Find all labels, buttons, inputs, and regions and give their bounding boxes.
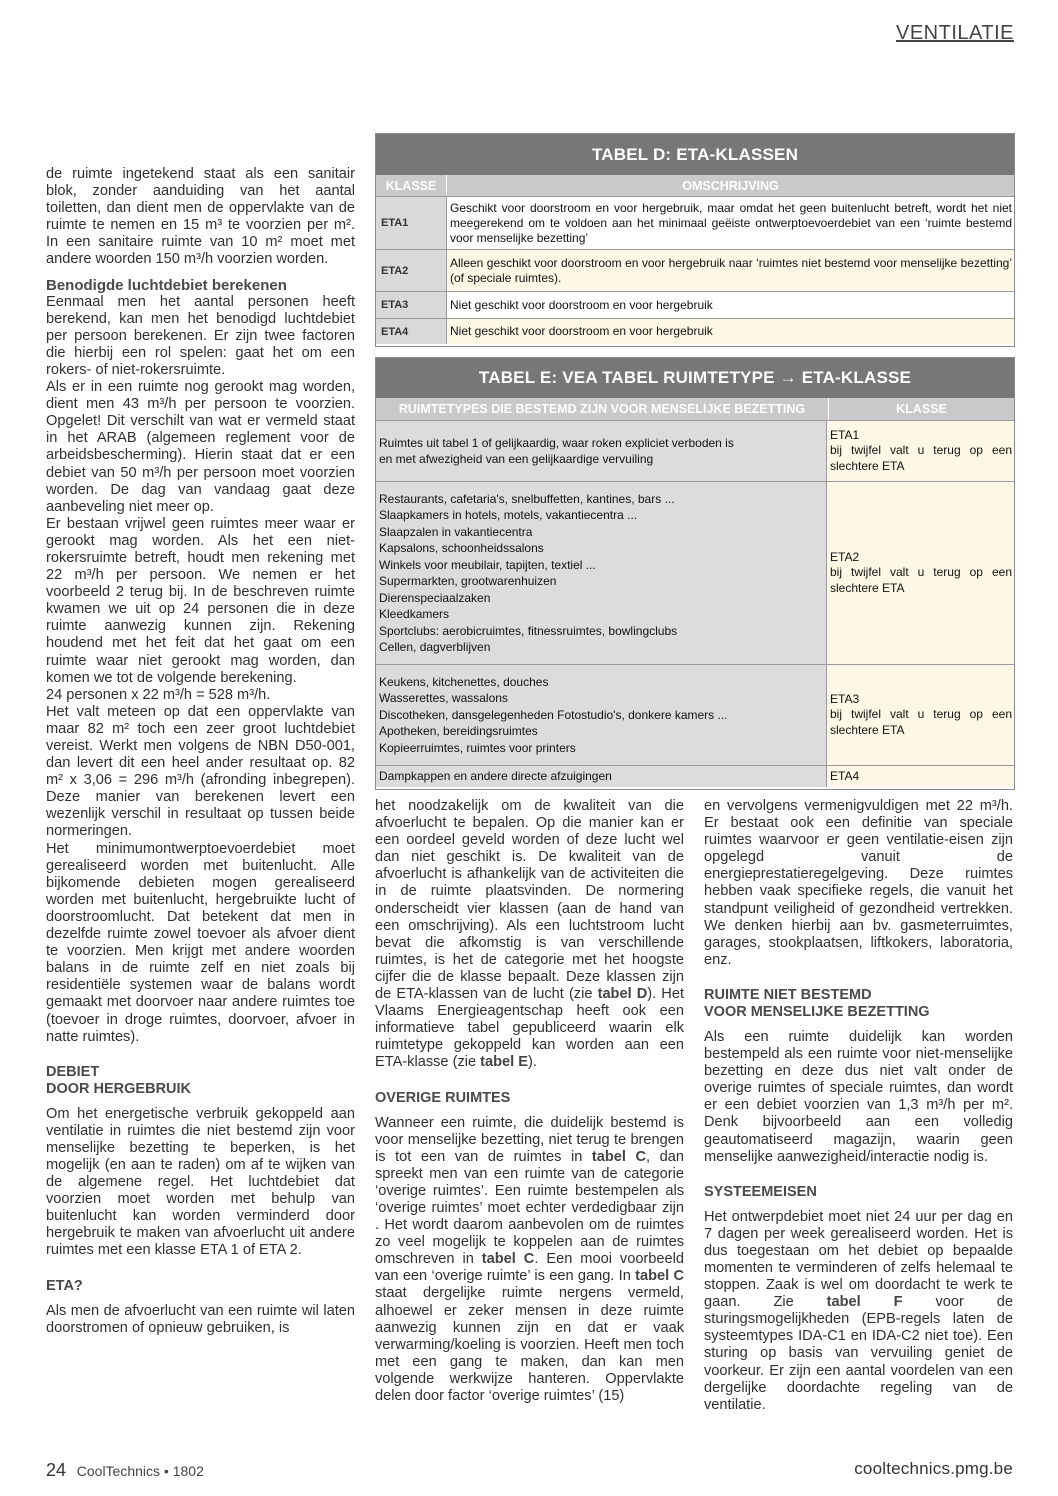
- list-item: Sportclubs: aerobicruimtes, fitnessruimtes, bowlingclubs: [379, 623, 678, 638]
- subheading-overige-ruimtes: OVERIGE RUIMTES: [375, 1089, 511, 1106]
- table-d-title: TABEL D: ETA-KLASSEN: [376, 134, 1014, 175]
- table-e-klasse: [826, 766, 1014, 787]
- list-item: Discotheken, dansgelegenheden Fotostudio's, donkere kamers ...: [379, 707, 728, 722]
- paragraph: de ruimte ingetekend staat als een sanitair blok, zonder aanduiding van het aantal toiletten, dan dient men de oppervlakte van de ruimte te nemen en 15 m³ te voorzien per m². In een sanitaire ruimte van 10 m² moet met andere woorden 150 m³/h voorzien worden.: [46, 166, 355, 268]
- table-e-header: [376, 398, 1014, 420]
- table-e-ruimtetypes: [376, 421, 826, 481]
- footer-page-info: [46, 1460, 204, 1481]
- table-row: [376, 765, 1014, 787]
- table-e-vea-ruimtetype: [375, 357, 1015, 790]
- table-d-klasse: ETA4: [376, 319, 446, 344]
- list-item: Slaapzalen in vakantiecentra: [379, 524, 533, 539]
- table-e-ruimtetypes: [376, 766, 826, 787]
- list-item: Winkels voor meubilair, tapijten, textiel ...: [379, 557, 596, 572]
- table-d-omschrijving: Niet geschikt voor doorstroom en voor hergebruik: [446, 319, 1014, 344]
- table-e-ruimtetypes: [376, 665, 826, 765]
- klasse-value: ETA4: [830, 768, 860, 783]
- footer-url[interactable]: cooltechnics.pmg.be: [854, 1459, 1013, 1478]
- list-item: Apotheken, bereidingsruimtes: [379, 724, 538, 739]
- table-d-omschrijving: Niet geschikt voor doorstroom en voor hergebruik: [446, 292, 1014, 318]
- article-column-2: [375, 798, 684, 1405]
- list-item: Restaurants, cafetaria's, snelbuffetten, kantines, bars ...: [379, 491, 675, 506]
- list-item: Supermarkten, grootwarenhuizen: [379, 574, 557, 588]
- klasse-value: ETA1: [830, 427, 860, 442]
- subheading-systeemeisen: SYSTEEMEISEN: [704, 1183, 817, 1200]
- table-d-omschrijving: Geschikt voor doorstroom en voor hergebruik, maar omdat het geen buitenlucht betreft, wordt het niet meegerekend om te voldoen aan het minimaal geëiste ontwerptoevoerdebiet van een ‘ruimte bestemd voor menselijke bezetting’: [446, 197, 1014, 249]
- table-d-klasse: ETA3: [376, 292, 446, 318]
- table-d-header: [376, 175, 1014, 196]
- list-item: Kopieerruimtes, ruimtes voor printers: [379, 740, 576, 755]
- list-item: Wasserettes, wassalons: [379, 691, 508, 706]
- article-column-3: [704, 798, 1013, 1414]
- magazine-issue: CoolTechnics • 1802: [76, 1463, 204, 1479]
- klasse-note: bij twijfel valt u terug op een slechtere ETA: [830, 707, 1012, 737]
- section-label: VENTILATIE: [896, 22, 1014, 44]
- table-e-header-klasse: KLASSE: [828, 398, 1014, 420]
- paragraph: Er bestaan vrijwel geen ruimtes meer waar er gerookt mag worden. Als het een niet-rokersruimte betreft, houdt men rekening met 22 m³/h per persoon. We nemen er het voorbeeld 2 terug bij. In de beschreven ruimte kwamen we uit op 24 personen die in deze ruimte aanwezig kunnen zijn. Rekening houdend met het feit dat het gaat om een ruimte waar niet gerookt mag worden, dan komen we tot de volgende berekening.: [46, 515, 355, 686]
- table-reference: tabel D: [597, 986, 648, 1003]
- paragraph: Het minimumontwerptoevoerdebiet moet gerealiseerd worden met buitenlucht. Alle bijkomende debieten mogen gerealiseerd worden met buitenlucht, hergebruikte lucht of doorstroomlucht. Dat betekent dat men in dezelfde ruimte zowel toevoer als afvoer dient te voorzien. Men krijgt met andere woorden balans in de ruimte zelf en niet zoals bij residentiële systemen waar de balans wordt gemaakt met doorvoer naar andere ruimtes toe (toevoer in droge ruimtes, doorvoer, afvoer in natte ruimtes).: [46, 840, 355, 1045]
- table-e-ruimtetypes: [376, 482, 826, 664]
- list-item: Keukens, kitchenettes, douches: [379, 674, 549, 689]
- table-e-header-ruimtetypes: RUIMTETYPES DIE BESTEMD ZIJN VOOR MENSELIJKE BEZETTING: [398, 402, 806, 416]
- table-d-header-klasse: KLASSE: [385, 178, 437, 193]
- table-row: [376, 318, 1014, 344]
- subheading-ruimte-niet-bestemd: RUIMTE NIET BESTEMD VOOR MENSELIJKE BEZETTING: [704, 986, 930, 1020]
- table-e-klasse: [826, 482, 1014, 664]
- table-row: [376, 420, 1014, 481]
- table-reference: tabel C: [591, 1148, 647, 1165]
- table-d-eta-klassen: [375, 133, 1015, 347]
- table-e-klasse: [826, 421, 1014, 481]
- list-item: Dierenspeciaalzaken: [379, 590, 491, 605]
- table-e-title: TABEL E: VEA TABEL RUIMTETYPE → ETA-KLASSE: [376, 358, 1014, 398]
- table-row: [376, 664, 1014, 765]
- klasse-value: ETA3: [830, 691, 860, 706]
- paragraph: Wanneer een ruimte, die duidelijk bestemd is voor menselijke bezetting, niet terug te brengen is tot een van de ruimtes in tabel C, dan spreekt men van een ruimte van de categorie ‘overige ruimtes’. Een ruimte bestempelen als ‘overige ruimtes’ moet echter verdedigbaar zijn . Het wordt daarom aanbevolen om de ruimtes zo veel mogelijk te koppelen aan de ruimtes omschreven in tabel C. Een mooi voorbeeld van een ‘overige ruimte’ is een gang. In tabel C staat dergelijke ruimte nergens vermeld, alhoewel er zeker mensen in deze ruimte aanwezig kunnen zijn en dat er vaak verwarming/koeling is voorzien. Heeft men toch met een gang te maken, dan kan men volgende werkwijze hanteren. Oppervlakte delen door factor ‘overige ruimtes’ (15): [375, 1114, 684, 1404]
- table-row: [376, 249, 1014, 291]
- subheading-luchtdebiet: Benodigde luchtdebiet berekenen: [46, 276, 287, 294]
- paragraph: Het valt meteen op dat een oppervlakte van maar 82 m² toch een zeer groot luchtdebiet vereist. Werkt men volgens de NBN D50-001, dan levert dit een heel ander resultaat op. 82 m² x 3,06 = 296 m³/h (afronding inbegrepen). Deze manier van berekenen levert een wezenlijk verschil in resultaat op tussen beide normeringen.: [46, 703, 355, 840]
- table-reference: tabel C: [635, 1268, 684, 1285]
- table-reference: tabel F: [826, 1294, 903, 1311]
- klasse-note: bij twijfel valt u terug op een slechtere ETA: [830, 565, 1012, 595]
- list-item: Ruimtes uit tabel 1 of gelijkaardig, waar roken expliciet verboden is: [379, 435, 734, 450]
- page-number: 24: [46, 1460, 67, 1480]
- paragraph: Als er in een ruimte nog gerookt mag worden, dient men 43 m³/h per persoon te voorzien. Opgelet! Dit verschilt van wat er vermeld staat in het ARAB (algemeen reglement voor de arbeidsbescherming). Hierin staat dat er een debiet van 50 m³/h per persoon moet voorzien worden. De dag van vandaag gaat deze aanbeveling niet meer op.: [46, 379, 355, 515]
- table-e-klasse: [826, 665, 1014, 765]
- klasse-note: bij twijfel valt u terug op een slechtere ETA: [830, 443, 1012, 473]
- paragraph: Als men de afvoerlucht van een ruimte wil laten doorstromen of opnieuw gebruiken, is: [46, 1302, 355, 1336]
- table-reference: tabel E: [480, 1054, 529, 1071]
- table-row: [376, 291, 1014, 318]
- paragraph: Het ontwerpdebiet moet niet 24 uur per dag en 7 dagen per week gerealiseerd worden. Het is dus toegestaan om het debiet op bepaalde momenten te verminderen of zelfs helemaal te stoppen. Zaak is wel om doordacht te werk te gaan. Zie tabel F voor de sturingsmogelijkheden (EPB-regels laten de systeemtypes IDA-C1 en IDA-C2 niet toe). Een sturing op basis van vervuiling geniet de voorkeur. Er zijn een aantal voordelen van een dergelijke doordachte regeling van de ventilatie.: [704, 1208, 1014, 1413]
- paragraph: en vervolgens vermenigvuldigen met 22 m³/h. Er bestaat ook een definitie van speciale ruimtes waarvoor er geen ventilatie-eisen zijn opgelegd vanuit de energieprestatieregelgeving. Deze ruimtes hebben vaak specifieke regels, die vanuit het standpunt veiligheid of gezondheid vertrekken. We denken hierbij aan bv. gasmeterruimtes, garages, stookplaatsen, liftkokers, laboratoria, enz.: [704, 798, 1013, 968]
- list-item: Kapsalons, schoonheidssalons: [379, 541, 544, 555]
- paragraph: het noodzakelijk om de kwaliteit van die afvoerlucht te bepalen. Op die manier kan er een oordeel geveld worden of deze lucht wel dan niet geschikt is. De kwaliteit van de afvoerlucht is afhankelijk van de activiteiten die in de ruimte plaatsvinden. De normering onderscheidt vier klassen (aan de hand van een omschrijving). Als een luchtstroom lucht bevat die afkomstig is van verschillende ruimtes, is het de categorie met het hoogste cijfer die de klasse bepaalt. Deze klassen zijn de ETA-klassen van de lucht (zie tabel D). Het Vlaams Energieagentschap heeft ook een informatieve tabel gepubliceerd waarin elk ruimtetype gekoppeld kan worden aan een ETA-klasse (zie tabel E).: [375, 798, 685, 1071]
- table-row: [376, 481, 1014, 664]
- table-reference: tabel C: [481, 1251, 535, 1268]
- paragraph: Om het energetische verbruik gekoppeld aan ventilatie in ruimtes die niet bestemd zijn voor menselijke bezetting te beperken, is het mogelijk (en aan te raden) om af te wijken van de algemene regel. Het luchtdebiet dat voorzien moet worden met behulp van buitenlucht kan worden verminderd door hergebruik te maken van afvoerlucht uit andere ruimtes met een klasse ETA 1 of ETA 2.: [46, 1105, 355, 1259]
- list-item: en met afwezigheid van een gelijkaardige vervuiling: [379, 452, 654, 466]
- table-row: [376, 196, 1014, 249]
- list-item: Dampkappen en andere directe afzuigingen: [379, 769, 612, 784]
- table-d-klasse: ETA1: [376, 197, 446, 249]
- list-item: Slaapkamers in hotels, motels, vakantiecentra ...: [379, 508, 638, 522]
- list-item: Kleedkamers: [379, 607, 450, 621]
- paragraph: Als een ruimte duidelijk kan worden bestempeld als een ruimte voor niet-menselijke bezetting en deze dus niet valt onder de overige ruimtes of speciale ruimtes, dan wordt er een debiet voorzien van 1,3 m³/h per m². Denk bijvoorbeeld aan een volledig geautomatiseerd magazijn, waarin geen menselijke aanwezigheid/interactie nodig is.: [704, 1028, 1013, 1165]
- table-d-klasse: ETA2: [376, 250, 446, 291]
- table-d-omschrijving: Alleen geschikt voor doorstroom en voor hergebruik naar ‘ruimtes niet bestemd voor menselijke bezetting’ (of speciale ruimtes).: [446, 250, 1014, 291]
- list-item: Cellen, dagverblijven: [379, 640, 491, 654]
- table-d-header-omschrijving: OMSCHRIJVING: [446, 175, 1014, 196]
- subheading-debiet: DEBIET DOOR HERGEBRUIK: [46, 1063, 192, 1097]
- subheading-eta: ETA?: [46, 1277, 83, 1294]
- klasse-value: ETA2: [830, 549, 860, 564]
- article-column-1: [46, 166, 355, 1337]
- paragraph: 24 personen x 22 m³/h = 528 m³/h.: [46, 686, 271, 703]
- paragraph: Eenmaal men het aantal personen heeft berekend, kan men het benodigd luchtdebiet per persoon berekenen. Er zijn twee factoren die hierbij een rol spelen: gaat het om een rokers- of niet-rokersruimte.: [46, 293, 355, 378]
